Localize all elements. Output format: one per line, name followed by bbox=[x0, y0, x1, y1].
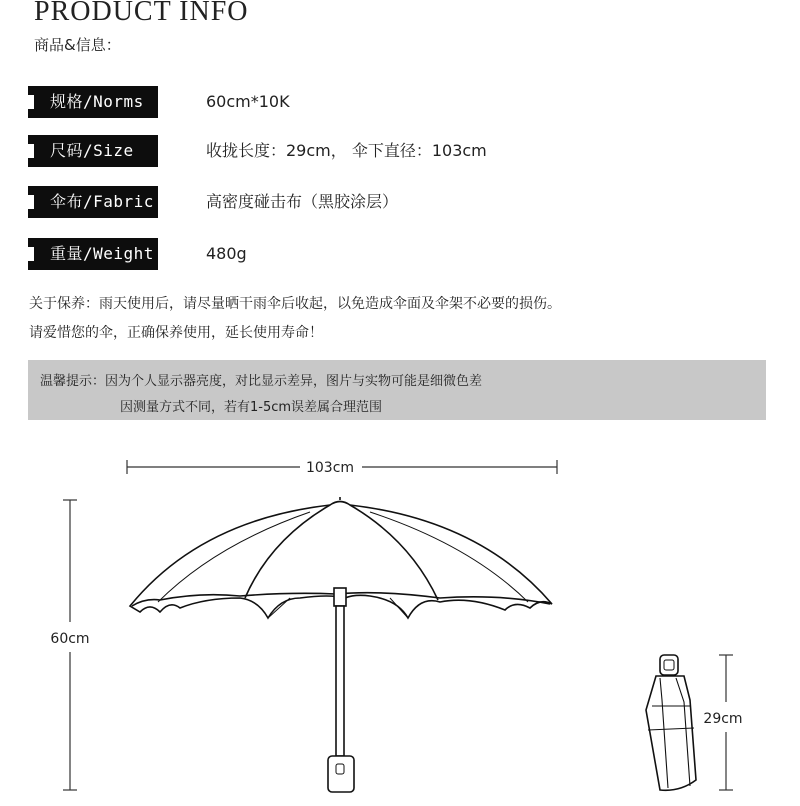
spec-value-fabric: 高密度碰击布（黑胶涂层） bbox=[206, 192, 399, 211]
spec-value-size: 收拢长度：29cm， 伞下直径：103cm bbox=[206, 141, 487, 160]
diameter-label: 103cm bbox=[305, 460, 355, 476]
warning-line1: 温馨提示：因为个人显示器亮度，对比显示差异，图片与实物可能是细微色差 bbox=[40, 374, 483, 389]
length-label: 60cm bbox=[50, 631, 90, 647]
spec-row-fabric bbox=[28, 186, 768, 218]
folded-umbrella-icon bbox=[646, 655, 696, 790]
open-umbrella-icon bbox=[130, 497, 552, 792]
spec-row-weight bbox=[28, 238, 768, 270]
spec-value-weight: 480g bbox=[206, 244, 247, 263]
page-subtitle: 商品&信息： bbox=[34, 36, 121, 54]
care-note-line1: 关于保养：雨天使用后，请尽量晒干雨伞后收起，以免造成伞面及伞架不必要的损伤。 bbox=[29, 296, 561, 312]
page-title: PRODUCT INFO bbox=[34, 0, 249, 27]
spec-row-norms bbox=[28, 86, 768, 118]
warning-line2: 因测量方式不同，若有1-5cm误差属合理范围 bbox=[120, 400, 383, 415]
folded-length-label: 29cm bbox=[703, 711, 743, 727]
spec-label-weight: 重量/Weight bbox=[28, 238, 158, 270]
spec-value-norms: 60cm*10K bbox=[206, 92, 290, 111]
spec-label-norms: 规格/Norms bbox=[28, 86, 158, 118]
spec-row-size bbox=[28, 135, 768, 167]
spec-label-fabric: 伞布/Fabric bbox=[28, 186, 158, 218]
warning-box bbox=[28, 360, 766, 420]
spec-label-size: 尺码/Size bbox=[28, 135, 158, 167]
care-note-line2: 请爱惜您的伞，正确保养使用，延长使用寿命！ bbox=[29, 325, 323, 341]
